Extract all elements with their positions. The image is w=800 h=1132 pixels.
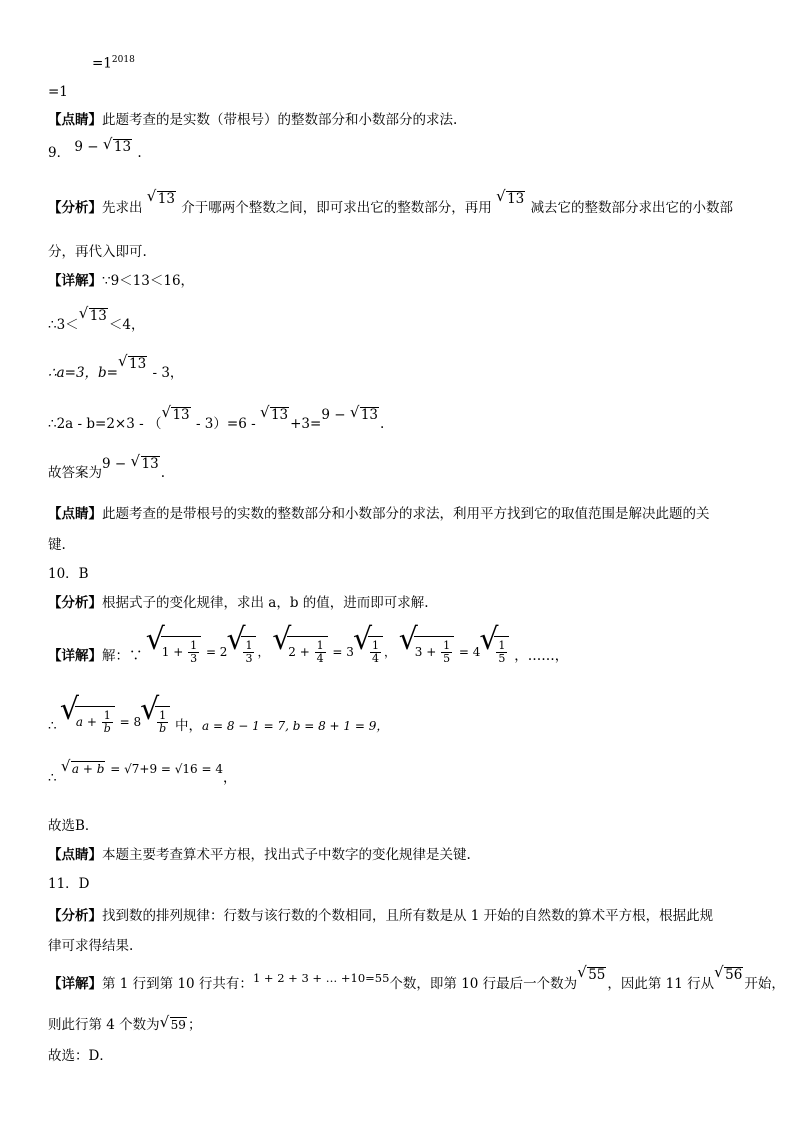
question-11-answer [48,874,90,894]
question-9-note-cont [48,535,66,555]
sqrt-expression [148,189,176,209]
step-text: 故答案为 [48,465,102,481]
period: . [160,465,165,481]
step-text: ∴2a - b=2×3 - （ [48,416,162,432]
result-expression [61,762,223,776]
radicand: 55 [588,967,606,983]
sqrt-expression [104,137,132,157]
question-9-detail [48,271,194,291]
sqrt-expression [132,454,160,474]
radicand: 13 [141,456,159,472]
analysis-text: 律可求得结果. [48,938,134,954]
sqrt-expression [715,965,743,985]
period: . [380,416,385,432]
detail-text: 开始， [744,976,785,992]
question-9-step-4 [48,407,385,434]
step-text: ∴ [48,770,57,786]
radicand: 13 [113,139,132,155]
sqrt-expression: √ 1 + $\frac{1}{3}$ [148,636,201,667]
question-number: 11．D [48,876,90,892]
sqrt-expression: √ 2 + $\frac{1}{4}$ [274,636,327,667]
analysis-text: 找到数的排列规律：行数与该行数的个数相同，且所有数是从 1 开始的自然数的算术平方根，根据此规 [102,908,714,924]
result-expression [321,407,380,423]
question-9-step-3 [48,356,184,383]
note-text: 此题考查的是实数（带根号）的整数部分和小数部分的求法. [102,112,458,128]
sqrt-expression [351,405,379,425]
step-text: - 3）=6 - [191,416,260,432]
step-text: ∴ [48,718,57,734]
question-11-step-2 [48,1015,201,1035]
detail-text: ，因此第 11 行从 [607,976,715,992]
question-10-note [48,845,471,865]
note-text: 本题主要考查算术平方根，找出式子中数字的变化规律是关键. [102,847,471,863]
equation-line-1 [92,50,135,74]
step-text: ＜4， [108,317,145,333]
step-text: 故选：D． [48,1048,113,1064]
note-tag: 【点睛】 [48,847,102,863]
question-9-answer [48,139,142,163]
detail-tag: 【详解】 [48,648,102,664]
note-tag: 【点睛】 [48,506,102,522]
step-text: +3= [290,416,322,432]
radicand: 13 [270,407,289,423]
step-text: 中， [174,718,202,734]
question-10-analysis [48,593,429,613]
note-text: 键. [48,537,66,553]
step-text: 9 − [102,456,127,472]
question-10-step-2 [48,710,388,741]
sqrt-expression: √ 3 + $\frac{1}{5}$ [401,636,454,667]
sqrt-expression [161,1015,187,1035]
radicand: 13 [172,407,190,423]
sqrt-expression [162,405,190,425]
note-text: 此题考查的是带根号的实数的整数部分和小数部分的求法，利用平方找到它的取值范围是解决此题的关 [102,506,710,522]
question-9-step-5 [48,456,165,483]
step-text: ， [223,770,237,786]
detail-tag: 【详解】 [48,273,102,289]
question-11-analysis-cont [48,936,133,956]
question-10-answer [48,564,89,584]
pattern-formulas: √ 1 + $\frac{1}{3}$ = 2 √ $\frac{1}{3}$ ， √ 2 + $\frac{1}{4}$ = 3 √ $\frac{1}{4}$ ， √ 3 + $\frac{1}{5}$ = 4 √ $\frac{1}{5}$ [147,645,514,659]
equation-text: =1 [48,84,68,100]
period: . [137,145,142,161]
detail-tag: 【详解】 [48,976,102,992]
answer-part: 9 − [74,139,99,155]
sqrt-expression [119,354,147,374]
step-text: a = 8 − 1 = 7, b = 8 + 1 = 9， [201,719,389,733]
analysis-text: 先求出 [102,200,143,216]
question-11-detail [48,967,785,994]
radicand: 56 [725,967,743,983]
equation-text: =1 [92,55,112,72]
analysis-text: 介于哪两个整数之间，即可求出它的整数部分，再用 [181,200,492,216]
step-text: ∴3＜ [48,317,79,333]
radicand: 13 [157,191,175,207]
general-formula: √ a + $\frac{1}{b}$ = 8 √ $\frac{1}{b}$ [61,715,175,729]
question-10-step-3 [48,762,237,788]
sqrt-expression: √ a + $\frac{1}{b}$ [62,706,115,737]
detail-text: 解：∵ [102,648,143,664]
analysis-text: 分，再代入即可. [48,244,147,260]
question-11-step-3 [48,1046,113,1066]
sqrt-expression [80,306,108,326]
radicand: 13 [507,191,525,207]
analysis-tag: 【分析】 [48,595,102,611]
equation-line-2 [48,82,68,102]
analysis-tag: 【分析】 [48,200,102,216]
sqrt-expression [261,405,289,425]
analysis-tag: 【分析】 [48,908,102,924]
result-expression [102,456,161,472]
sum-expression: 1 + 2 + 3 + … +10=55 [252,971,390,985]
question-11-analysis [48,906,713,926]
step-text: 故选B． [48,818,99,834]
exponent: 2018 [111,55,135,65]
analysis-text: 根据式子的变化规律，求出 a，b 的值，进而即可求解. [102,595,429,611]
question-number: 10．B [48,566,89,582]
radicand: 59 [170,1018,186,1032]
detail-text: 第 1 行到第 10 行共有： [102,976,253,992]
radicand: 13 [89,308,107,324]
note-tag: 【点睛】 [48,112,102,128]
question-9-note [48,504,710,524]
radicand: 13 [129,356,147,372]
analysis-text: 减去它的整数部分求出它的小数部 [530,200,734,216]
question-number: 9． [48,145,71,161]
question-9-step-2 [48,308,145,335]
step-text: ∴a=3，b= [48,365,118,381]
sqrt-expression: √ a + b [62,759,106,779]
detail-text: ∵9＜13＜16， [102,273,195,289]
ellipsis: ，……， [514,648,569,664]
detail-text: 个数，即第 10 行最后一个数为 [389,976,578,992]
note-line [48,110,457,130]
step-text: 则此行第 4 个数为 [48,1017,160,1033]
step-text: - 3， [148,365,184,381]
sqrt-expression [497,189,525,209]
question-9-analysis-cont [48,242,147,262]
step-text: ； [187,1017,202,1033]
step-text: 9 − [321,407,346,423]
question-9-analysis [48,191,734,218]
step-text: = √7+9 = √16 = 4 [110,762,224,776]
question-10-detail [48,640,568,671]
question-10-step-4 [48,816,98,836]
answer-expression [74,139,137,155]
sqrt-expression [578,965,606,985]
radicand: 13 [360,407,379,423]
